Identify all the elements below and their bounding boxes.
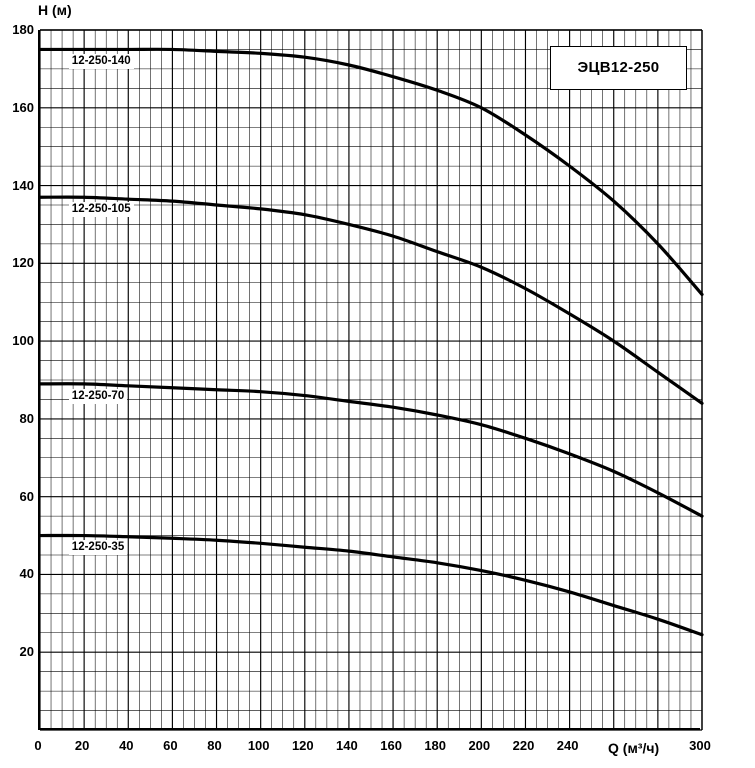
model-label-box (550, 46, 687, 90)
x-tick-label: 140 (336, 738, 358, 753)
x-tick-label: 40 (119, 738, 134, 753)
x-tick-label: 300 (689, 738, 711, 753)
x-tick-label: 160 (380, 738, 402, 753)
model-name: ЭЦВ12-250 (577, 59, 660, 77)
x-tick-label: 20 (74, 738, 90, 753)
y-tick-label: 100 (12, 333, 34, 349)
curve-label: 12-250-105 (69, 202, 134, 217)
curve-label: 12-250-35 (69, 540, 127, 555)
x-tick-label: 120 (291, 738, 314, 753)
x-tick-label: 60 (163, 738, 178, 753)
x-tick-label: 100 (247, 738, 270, 753)
y-axis-title: H (м) (38, 2, 72, 18)
plot-area (38, 30, 700, 730)
y-tick-label: 120 (12, 255, 34, 271)
x-tick-label: 180 (424, 738, 447, 753)
x-tick-label: 80 (207, 738, 222, 753)
x-tick-label: 200 (468, 738, 491, 753)
y-tick-label: 160 (12, 99, 34, 115)
x-tick-label: 240 (556, 738, 579, 753)
x-tick-label: 220 (512, 738, 535, 753)
curve-lines (40, 30, 702, 730)
y-tick-label: 80 (19, 410, 34, 426)
x-axis-title: Q (м³/ч) (608, 740, 660, 756)
curve-label: 12-250-140 (69, 54, 134, 69)
y-tick-label: 140 (12, 177, 34, 193)
curve-label: 12-250-70 (69, 389, 127, 404)
x-tick-label: 0 (34, 738, 42, 753)
y-tick-label: 20 (19, 644, 34, 660)
y-tick-label: 40 (19, 566, 34, 582)
y-tick-label: 180 (12, 22, 34, 37)
y-tick-label: 60 (19, 488, 34, 504)
